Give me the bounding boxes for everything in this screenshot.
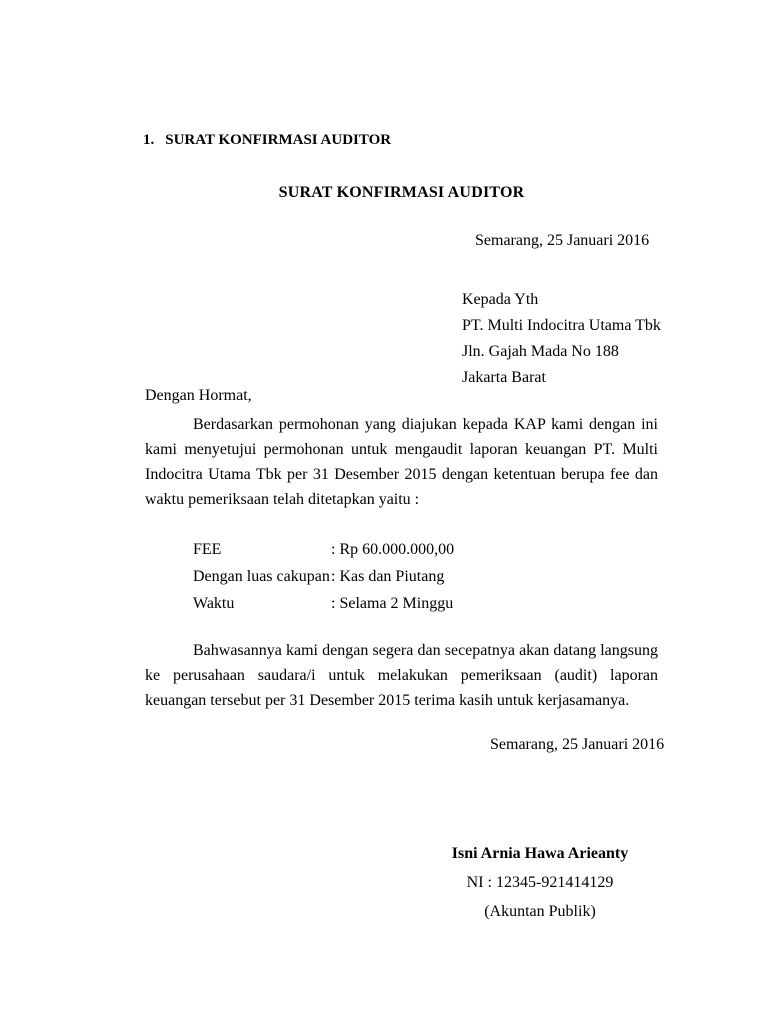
opening-salutation: Dengan Hormat, <box>145 387 252 404</box>
term-value: : Selama 2 Minggu <box>331 595 454 612</box>
recipient-salutation: Kepada Yth <box>462 291 539 308</box>
recipient-city: Jakarta Barat <box>462 369 546 386</box>
recipient-company: PT. Multi Indocitra Utama Tbk <box>462 317 661 334</box>
term-label: Dengan luas cakupan <box>193 568 330 585</box>
signature-block <box>380 839 700 926</box>
dateline-bottom: Semarang, 25 Januari 2016 <box>490 736 665 753</box>
letter-title: SURAT KONFIRMASI AUDITOR <box>278 184 525 201</box>
body-paragraph-1: Berdasarkan permohonan yang diajukan kepada KAP kami dengan ini kami menyetujui permohonan untuk mengaudit laporan keuangan PT. Multi Indocitra Utama Tbk per 31 Desember 2015 dengan ketentuan berupa fee dan waktu pemeriksaan telah ditetapkan yaitu : <box>145 416 658 508</box>
recipient-street: Jln. Gajah Mada No 188 <box>462 343 619 360</box>
signatory-id: NI : 12345-921414129 <box>466 874 614 891</box>
term-row-fee <box>193 536 454 563</box>
term-label: FEE <box>193 541 222 558</box>
term-label: Waktu <box>193 595 235 612</box>
signatory-name: Isni Arnia Hawa Arieanty <box>451 845 629 862</box>
signatory-role: (Akuntan Publik) <box>484 903 596 920</box>
body-paragraph-2: Bahwasannya kami dengan segera dan secepatnya akan datang langsung ke perusahaan saudara/i untuk melakukan pemeriksaan (audit) laporan keuangan tersebut per 31 Desember 2015 terima kasih untuk kerjasamanya. <box>145 642 658 709</box>
dateline-top: Semarang, 25 Januari 2016 <box>475 232 650 249</box>
engagement-terms <box>193 536 454 617</box>
section-heading <box>143 132 391 149</box>
term-row-duration <box>193 590 454 617</box>
term-value: : Rp 60.000.000,00 <box>331 541 455 558</box>
recipient-block <box>462 287 661 391</box>
term-row-scope <box>193 563 454 590</box>
section-number: 1. <box>143 132 155 148</box>
term-value: : Kas dan Piutang <box>331 568 445 585</box>
section-heading-text: SURAT KONFIRMASI AUDITOR <box>165 132 392 148</box>
